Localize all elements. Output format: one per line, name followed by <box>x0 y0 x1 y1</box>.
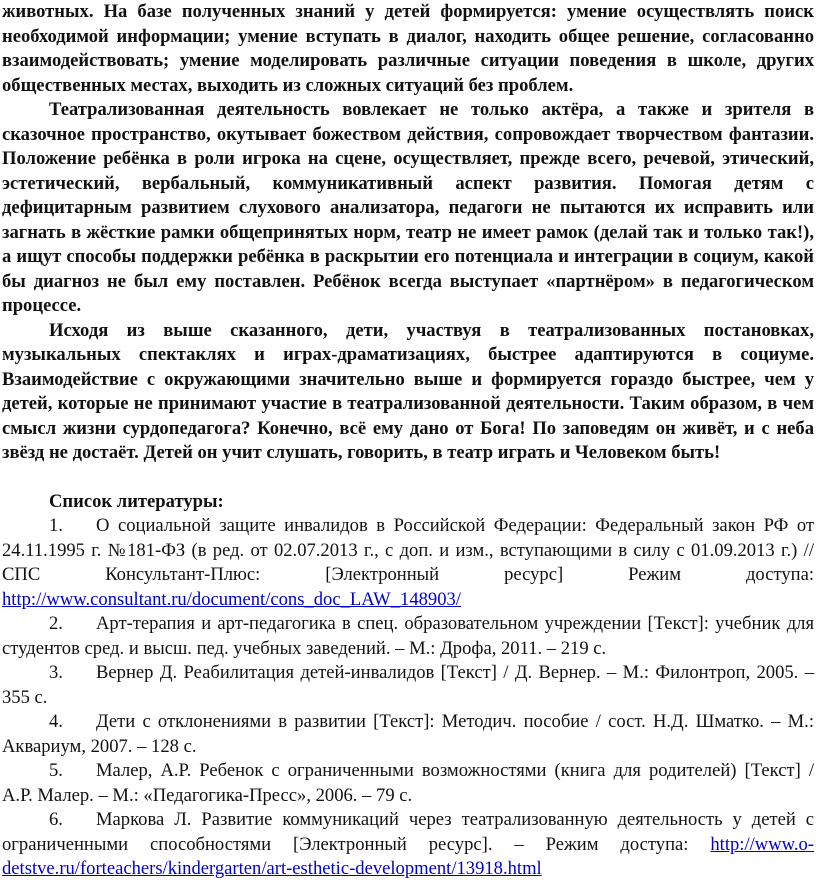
body-paragraph: Исходя из выше сказанного, дети, участвуя в театрализованных постановках, музыкальных спектаклях и играх-драматизациях, быстрее адаптируются в социуме. Взаимодействие с окружающими значительно выше и формируется гораздо быстрее, чем у детей, которые не принимают участие в театрализованной деятельности. Таким образом, в чем смысл жизни сурдопедагога? Конечно, всё ему дано от Бога! По заповедям он живёт, и с неба звёзд не достаёт. Детей он учит слушать, говорить, в театр играть и Человеком быть! <box>2 319 814 463</box>
reference-number: 1. <box>49 515 63 536</box>
reference-text: Вернер Д. Реабилитация детей-инвалидов [Текст] / Д. Вернер. – М.: Филонтроп, 2005. – 355 с. <box>2 662 814 708</box>
reference-number: 4. <box>49 711 63 732</box>
reference-item <box>2 808 814 882</box>
reference-link[interactable]: http://www.consultant.ru/document/cons_doc_LAW_148903/ <box>2 588 461 610</box>
reference-text: Маркова Л. Развитие коммуникаций через театрализованную деятельность у детей с ограниченными способностями [Электронный ресурс]. – Режим доступа: <box>2 809 814 855</box>
reference-number: 2. <box>49 613 63 634</box>
reference-number: 3. <box>49 662 63 683</box>
reference-text: О социальной защите инвалидов в Российской Федерации: Федеральный закон РФ от 24.11.1995 г. №181-ФЗ (в ред. от 02.07.2013 г., с доп. и изм., вступающими в силу с 01.09.2013 г.) // СПС Консультант-Плюс: [Электронный ресурс] Режим доступа: <box>2 515 814 585</box>
reference-number: 6. <box>49 809 63 830</box>
reference-text: Малер, А.Р. Ребенок с ограниченными возможностями (книга для родителей) [Текст] / А.Р. Малер. – М.: «Педагогика-Пресс», 2006. – 79 с. <box>2 760 814 806</box>
reference-number: 5. <box>49 760 63 781</box>
reference-item <box>2 759 814 808</box>
reference-item <box>2 661 814 710</box>
reference-item <box>2 514 814 612</box>
paragraph-gap <box>2 466 814 490</box>
reference-item <box>2 612 814 661</box>
reference-text: Арт-терапия и арт-педагогика в спец. образовательном учреждении [Текст]: учебник для студентов сред. и высш. пед. учебных заведений. – М.: Дрофа, 2011. – 219 с. <box>2 613 814 659</box>
references-heading: Список литературы: <box>49 490 224 512</box>
reference-text: Дети с отклонениями в развитии [Текст]: Методич. пособие / сост. Н.Д. Шматко. – М.: Аквариум, 2007. – 128 с. <box>2 711 814 757</box>
reference-link[interactable]: http://www.o-detstve.ru/forteachers/kindergarten/art-esthetic-development/13918.html <box>2 833 814 879</box>
body-paragraph: Театрализованная деятельность вовлекает не только актёра, а также и зрителя в сказочное пространство, окутывает божеством действия, сопровождает творчеством фантазии. Положение ребёнка в роли игрока на сцене, осуществляет, прежде всего, речевой, этический, эстетический, вербальный, коммуникативный аспект развития. Помогая детям с дефицитарным развитием слухового анализатора, педагоги не пытаются их исправить или загнать в жёсткие рамки общепринятых норм, театр не имеет рамок (делай так и только так!), а ищут способы поддержки ребёнка в раскрытии его потенциала и интеграции в социум, какой бы диагноз не был ему поставлен. Ребёнок всегда выступает «партнёром» в педагогическом процессе. <box>2 99 814 316</box>
body-paragraph: животных. На базе полученных знаний у детей формируется: умение осуществлять поиск необходимой информации; умение вступать в диалог, находить общее решение, согласованно взаимодействовать; умение моделировать различные ситуации поведения в школе, других общественных местах, выходить из сложных ситуаций без проблем. <box>2 1 814 96</box>
reference-item <box>2 710 814 759</box>
